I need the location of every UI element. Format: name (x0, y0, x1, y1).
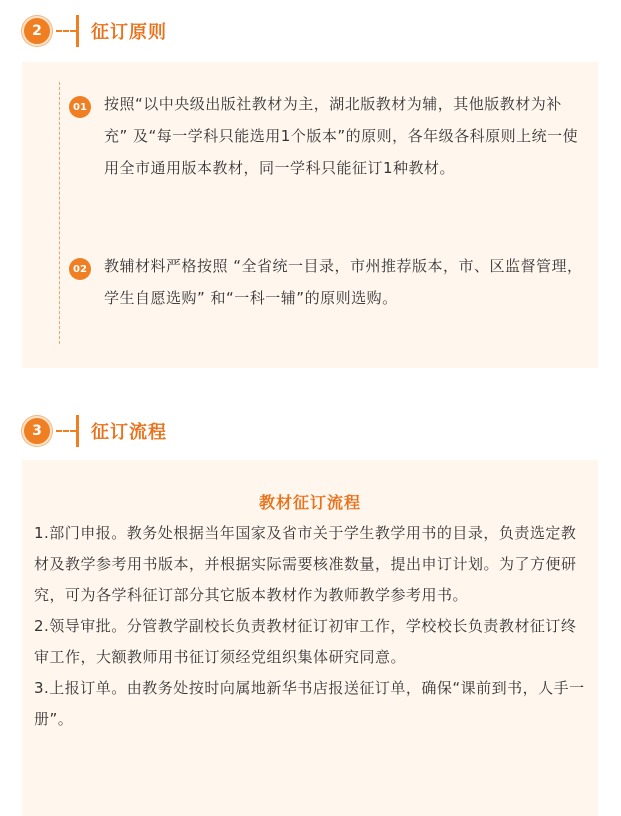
section-3-dash-connector (56, 430, 76, 432)
timeline-dashed-line (59, 82, 60, 344)
principle-item-01-text: 按照“以中央级出版社教材为主，湖北版教材为辅，其他版教材为补充” 及“每一学科只能选用1个版本”的原则，各年级各科原则上统一使用全市通用版本教材，同一学科只能征订1种教材。 (104, 95, 579, 177)
process-panel (22, 460, 598, 816)
section-3-title: 征订流程 (91, 422, 167, 443)
item-01-bullet: 01 (69, 96, 91, 118)
flow-step-2: 2.领导审批。分管教学副校长负责教材征订初审工作，学校校长负责教材征订终审工作，大额教师用书征订须经党组织集体研究同意。 (34, 617, 577, 666)
section-3-title-bar (76, 415, 79, 447)
section-3-header (22, 414, 167, 448)
flow-step-1: 1.部门申报。教务处根据当年国家及省市关于学生教学用书的目录，负责选定教材及教学参考用书版本，并根据实际需要核准数量，提出申订计划。为了方便研究，可为各学科征订部分其它版本教材作为教师教学参考用书。 (34, 524, 577, 604)
section-3-number-badge: 3 (22, 416, 52, 446)
principles-panel (22, 62, 598, 368)
item-02-bullet: 02 (69, 258, 91, 280)
section-2-header (22, 14, 167, 48)
section-2-number-badge: 2 (22, 16, 52, 46)
section-2-title-bar (76, 15, 79, 47)
section-2-title: 征订原则 (91, 22, 167, 43)
principle-item-02-text: 教辅材料严格按照 “全省统一目录，市州推荐版本，市、区监督管理，学生自愿选购” 和“一科一辅”的原则选购。 (104, 257, 583, 307)
flow-body (34, 518, 590, 735)
section-2-dash-connector (56, 30, 76, 32)
flow-title: 教材征订流程 (258, 493, 361, 512)
flow-step-3: 3.上报订单。由教务处按时向属地新华书店报送征订单，确保“课前到书，人手一册”。 (34, 679, 585, 728)
